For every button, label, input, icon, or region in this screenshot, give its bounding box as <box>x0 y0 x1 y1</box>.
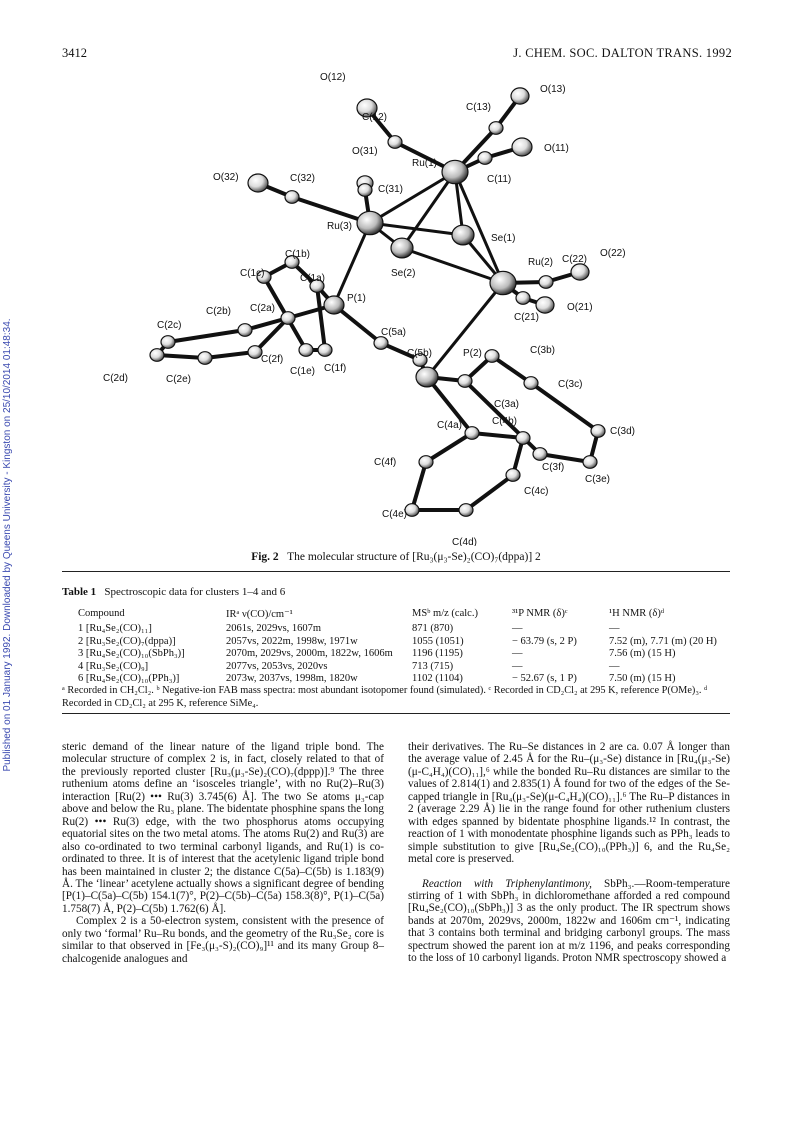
bond <box>370 172 455 223</box>
atom-c3c <box>524 377 538 390</box>
label-c13: C(13) <box>466 102 492 113</box>
table-caption <box>62 586 285 598</box>
paragraph <box>408 878 730 965</box>
figure-caption-prefix: Fig. 2 <box>251 551 279 563</box>
table-row <box>78 648 717 661</box>
label-c21: C(21) <box>514 312 540 323</box>
label-c4e: C(4e) <box>382 509 408 520</box>
atom-c3e <box>583 456 597 469</box>
atom-c4b <box>516 432 530 445</box>
label-c4b: C(4b) <box>492 416 518 427</box>
label-o11: O(11) <box>544 143 569 154</box>
label-se1: Se(1) <box>491 233 516 244</box>
atom-c3a <box>458 375 472 388</box>
cell-p-nmr: — <box>512 623 523 634</box>
bond <box>531 383 598 431</box>
atom-c21 <box>516 292 530 305</box>
table-caption-prefix: Table 1 <box>62 586 97 598</box>
cell-ir: 2070m, 2029vs, 2000m, 1822w, 1606m <box>226 648 393 660</box>
bond <box>426 433 472 462</box>
header-h-nmr: ¹H NMR (δ)ᵈ <box>609 608 665 619</box>
label-p1: P(1) <box>347 293 366 304</box>
atom-c11 <box>478 152 492 165</box>
cell-p-nmr: − 63.79 (s, 2 P) <box>512 635 577 647</box>
label-o32: O(32) <box>213 172 239 183</box>
atom-c22 <box>539 276 553 289</box>
cell-ir: 2057vs, 2022m, 1998w, 1971w <box>226 635 358 647</box>
atom-se1 <box>452 225 474 245</box>
bond <box>466 475 513 510</box>
molecular-structure-figure <box>90 64 690 546</box>
cell-ms: 871 (870) <box>412 623 454 634</box>
label-o13: O(13) <box>540 84 566 95</box>
header-ir: IRᵃ ν(CO)/cm⁻¹ <box>226 609 293 620</box>
table-top-rule <box>62 571 730 572</box>
table-footnote: ᵃ Recorded in CH₂Cl₂. ᵇ Negative-ion FAB mass spectra: most abundant isotopomer found (simulated). ᶜ Recorded in CD₂Cl₂ at 295 K, reference P(OMe)₃. ᵈ Recorded in CD₂Cl₂ at 295 K, reference SiMe₄. <box>62 685 708 709</box>
body-column-left <box>62 741 384 965</box>
cell-p-nmr: — <box>512 660 523 672</box>
journal-header: J. CHEM. SOC. DALTON TRANS. 1992 <box>513 46 732 60</box>
atom-c4a <box>465 427 479 440</box>
atom-c2a <box>281 312 295 325</box>
atom-c2d <box>150 349 164 362</box>
bond <box>402 172 455 248</box>
atom-labels <box>103 72 635 546</box>
label-c3f: C(3f) <box>542 462 565 473</box>
cell-ir: 2061s, 2029vs, 1607m <box>226 623 322 634</box>
atom-c3b <box>485 350 499 363</box>
cell-ms: 1102 (1104) <box>412 673 463 685</box>
cell-h-nmr: 7.52 (m), 7.71 (m) (20 H) <box>609 635 717 647</box>
bond <box>472 433 523 438</box>
atom-p2 <box>416 367 438 387</box>
cell-compound: 3 [Ru₄Se₂(CO)₁₀(SbPh₃)] <box>78 648 185 660</box>
label-c4c: C(4c) <box>524 486 549 497</box>
cell-p-nmr: − 52.67 (s, 1 P) <box>512 673 577 685</box>
label-c3c: C(3c) <box>558 379 583 390</box>
paragraph-text: SbPh₃.—Room-temperature stirring of 1 with SbPh₃ in dichloromethane afforded a red compound [Ru₄Se₂(CO)₁₀(SbPh₃)] 3 as the only product. The IR spectrum shows bands at 2070m, 2029vs, 2000m, 1822w and 1606m cm⁻¹, indicating that 3 contains both terminal and bridging carbonyl groups. The mass spectrum showed the parent ion at m/z 1196, and peaks corresponding to the loss of 10 carbonyl ligands. Proton NMR spectroscopy showed a <box>408 877 730 965</box>
atom-c2f <box>248 346 262 359</box>
atom-c13 <box>489 122 503 135</box>
label-c1e: C(1e) <box>290 366 316 377</box>
label-c12: C(12) <box>362 112 388 123</box>
label-c2d: C(2d) <box>103 373 129 384</box>
cell-h-nmr: — <box>609 623 620 634</box>
atom-c2b <box>238 324 252 337</box>
label-c1b: C(1b) <box>285 249 311 260</box>
label-ru2: Ru(2) <box>528 257 554 268</box>
paragraph: steric demand of the linear nature of the ligand triple bond. The molecular structure of complex 2 is, in fact, closely related to that of the previously reported cluster [Ru₃(μ₃-Se)₂(CO)₇(dppp)].⁹ The three ruthenium atoms define an ‘isosceles triangle’, with no Ru(2)–Ru(3) interaction [Ru(2) ••• Ru(3) 3.745(6) Å]. The two Se atoms μ₃-cap above and below the Ru₃ plane. The bidentate phosphine spans the long Ru(2) ••• Ru(3) edge, with the two phosphorus atoms occupying equatorial sites on the two metal atoms. The atoms Ru(2) and Ru(3) are also co-ordinated to two terminal carbonyl ligands, and Ru(1) is co-ordinated to three. It is of interest that the acetylenic ligand triple bond has been maintained in cluster 2; the distance C(5a)–C(5b) is 1.183(9) Å. The ‘linear’ acetylene actually shows a significant degree of bending [P(1)–C(5a)–C(5b) 154.1(7)°, P(2)–C(5b)–C(5a) 158.3(8)°, P(1)–C(5a) 1.758(7) Å, P(2)–C(5b) 1.762(6) Å]. <box>62 741 384 915</box>
label-c2a: C(2a) <box>250 303 276 314</box>
label-c2c: C(2c) <box>157 320 182 331</box>
atom-o11 <box>512 138 532 156</box>
label-c32: C(32) <box>290 173 316 184</box>
label-c1c: C(1c) <box>240 268 265 279</box>
atom-c5a <box>374 337 388 350</box>
label-c2f: C(2f) <box>261 354 284 365</box>
atom-o13 <box>511 88 529 104</box>
header-compound: Compound <box>78 608 125 619</box>
atom-c2c <box>161 336 175 349</box>
table-caption-text: Spectroscopic data for clusters 1–4 and 6 <box>104 586 286 598</box>
atom-ru2 <box>490 271 516 294</box>
cell-compound: 1 [Ru₄Se₂(CO)₁₁] <box>78 623 152 634</box>
atom-c3f <box>533 448 547 461</box>
label-ru1: Ru(1) <box>412 158 438 169</box>
bond <box>427 283 503 377</box>
label-p2: P(2) <box>463 348 482 359</box>
label-c11: C(11) <box>487 174 512 185</box>
paragraph: their derivatives. The Ru–Se distances in 2 are ca. 0.07 Å longer than the average value of 2.45 Å for the Ru–(μ₃-Se) distance in [Ru₄(μ₃-Se)(μ-C₄H₄)(CO)₁₁],⁶ while the bonded Ru–Ru distances are similar to the values of 2.814(1) and 2.835(1) Å found for two of the edges of the Se-capped triangle in [Ru₄(μ₃-Se)(μ-C₄H₄)(CO)₁₁].⁶ The Ru–P distances in 2 (average 2.29 Å) lie in the range found for other ruthenium clusters with edges spanned by bidentate phosphine ligands.¹² In contrast, the reaction of 1 with monodentate phosphine ligands such as PPh₃ leads to simple substitution to give [Ru₄Se₂(CO)₁₀(PPh₃)] 6, and the Ru₄Se₂ metal core is preserved. <box>408 741 730 866</box>
atom-o22 <box>571 264 589 280</box>
label-c1f: C(1f) <box>324 363 347 374</box>
cell-h-nmr: 7.50 (m) (15 H) <box>609 673 676 685</box>
table-row <box>78 623 717 636</box>
bond-lines <box>157 96 598 510</box>
label-o22: O(22) <box>600 248 626 259</box>
page-number: 3412 <box>62 46 87 60</box>
label-o21: O(21) <box>567 302 593 313</box>
table-row <box>78 661 717 674</box>
atom-se2 <box>391 238 413 258</box>
label-c5b: C(5b) <box>407 348 433 359</box>
atom-c4e <box>405 504 419 517</box>
label-c22: C(22) <box>562 254 588 265</box>
atom-o21 <box>536 297 554 313</box>
atom-c4d <box>459 504 473 517</box>
cell-h-nmr: — <box>609 660 620 672</box>
cell-compound: 2 [Ru₃Se₂(CO)₇(dppa)] <box>78 635 176 647</box>
figure-caption-text: The molecular structure of [Ru₃(μ₃-Se)₂(CO)₇(dppa)] 2 <box>287 551 541 563</box>
atom-c2e <box>198 352 212 365</box>
label-ru3: Ru(3) <box>327 221 353 232</box>
atom-ru1 <box>442 160 468 183</box>
table-bottom-rule <box>62 713 730 714</box>
download-watermark <box>2 0 18 1128</box>
label-c2b: C(2b) <box>206 306 232 317</box>
table-row <box>78 636 717 649</box>
atom-c1f <box>318 344 332 357</box>
atom-c31 <box>358 184 372 197</box>
download-watermark-text: Published on 01 January 1992. Downloaded by Queens University - Kingston on 25/10/2014 01:48:34. <box>2 318 13 772</box>
label-c4a: C(4a) <box>437 420 463 431</box>
bond <box>168 330 245 342</box>
spectroscopic-data-table <box>78 608 717 686</box>
atom-c4c <box>506 469 520 482</box>
cell-ms: 713 (715) <box>412 660 454 672</box>
label-c3e: C(3e) <box>585 474 611 485</box>
bond <box>540 454 590 462</box>
label-c3a: C(3a) <box>494 399 520 410</box>
atom-p1 <box>324 296 344 314</box>
paragraph: Complex 2 is a 50-electron system, consistent with the presence of only two ‘formal’ Ru–Ru bonds, and the geometry of the Ru₃Se₂ core is similar to that observed in [Fe₃(μ₃-S)₂(CO)₉]¹¹ and its many Group 8–chalcogenide analogues and <box>62 915 384 965</box>
label-c3b: C(3b) <box>530 345 556 356</box>
cell-ir: 2077vs, 2053vs, 2020vs <box>226 660 328 672</box>
body-column-right <box>408 741 730 965</box>
label-c1a: C(1a) <box>300 273 326 284</box>
figure-caption <box>0 551 792 563</box>
header-ms: MSᵇ m/z (calc.) <box>412 608 478 619</box>
label-o31: O(31) <box>352 146 378 157</box>
atom-c4f <box>419 456 433 469</box>
bond <box>412 462 426 510</box>
label-c3d: C(3d) <box>610 426 636 437</box>
cell-compound: 6 [Ru₄Se₂(CO)₁₀(PPh₃)] <box>78 673 180 685</box>
atom-c32 <box>285 191 299 204</box>
label-c2e: C(2e) <box>166 374 192 385</box>
label-c4f: C(4f) <box>374 457 397 468</box>
atom-c12 <box>388 136 402 149</box>
cell-compound: 4 [Ru₃Se₂(CO)₉] <box>78 660 149 672</box>
cell-ms: 1196 (1195) <box>412 648 463 660</box>
label-c4d: C(4d) <box>452 537 478 546</box>
header-p-nmr: ³¹P NMR (δ)ᶜ <box>512 608 568 619</box>
cell-h-nmr: 7.56 (m) (15 H) <box>609 648 676 660</box>
cell-p-nmr: — <box>512 648 523 660</box>
atom-ru3 <box>357 211 383 234</box>
atom-c1e <box>299 344 313 357</box>
section-heading: Reaction with Triphenylantimony, <box>422 877 592 890</box>
atom-c3d <box>591 425 605 438</box>
atom-o32 <box>248 174 268 192</box>
label-se2: Se(2) <box>391 268 416 279</box>
cell-ir: 2073w, 2037vs, 1998m, 1820w <box>226 673 358 685</box>
label-c5a: C(5a) <box>381 327 407 338</box>
label-o12: O(12) <box>320 72 346 83</box>
label-c31: C(31) <box>378 184 404 195</box>
table-header-row <box>78 608 717 623</box>
cell-ms: 1055 (1051) <box>412 635 464 647</box>
